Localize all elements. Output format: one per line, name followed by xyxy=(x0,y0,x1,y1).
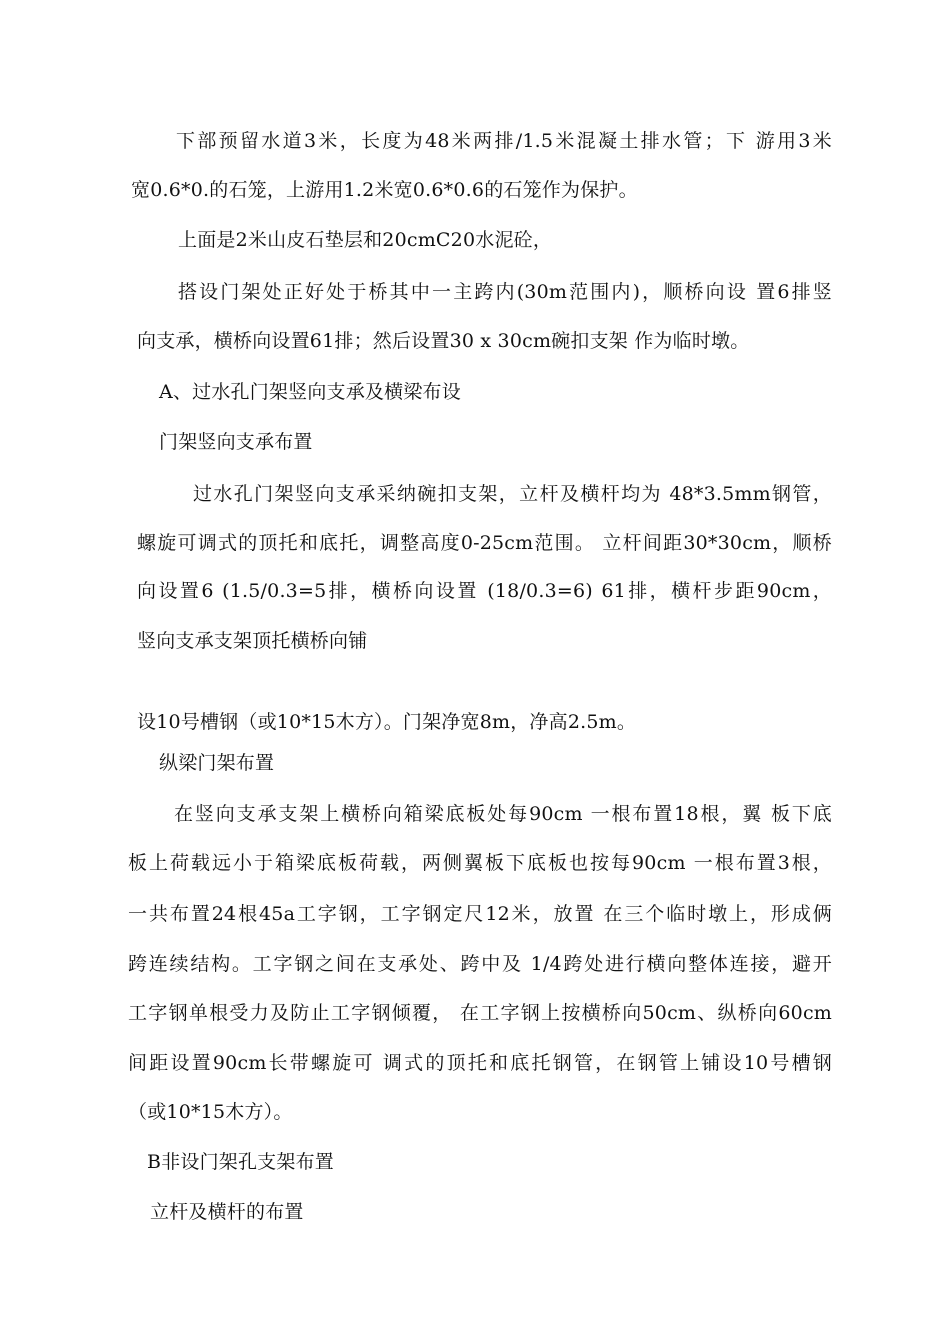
paragraph-line: 上面是2米山皮石垫层和20cmC20水泥砼， xyxy=(178,229,553,251)
paragraph-line: 板上荷载远小于箱梁底板荷载，两侧翼板下底板也按每90cm 一根布置3根， xyxy=(128,852,832,874)
paragraph-line: 宽0.6*0.的石笼，上游用1.2米宽0.6*0.6的石笼作为保护。 xyxy=(131,179,638,201)
paragraph-line: 向设置6 (1.5/0.3=5排，横桥向设置 (18/0.3=6) 61排，横杆步距90cm， xyxy=(137,580,832,602)
paragraph-line: 一共布置24根45a工字钢，工字钢定尺12米，放置 在三个临时墩上，形成俩 xyxy=(128,903,832,925)
subheading: 纵梁门架布置 xyxy=(159,752,275,774)
paragraph-line: 工字钢单根受力及防止工字钢倾覆， 在工字钢上按横桥向50cm、纵桥向60cm xyxy=(128,1002,832,1024)
paragraph-line: （或10*15木方）。 xyxy=(128,1101,293,1123)
paragraph-line: 设10号槽钢（或10*15木方）。门架净宽8m，净高2.5m。 xyxy=(137,711,637,733)
subheading: 门架竖向支承布置 xyxy=(159,431,313,453)
paragraph-line: 在竖向支承支架上横桥向箱梁底板处每90cm 一根布置18根，翼 板下底 xyxy=(174,803,832,825)
paragraph-line: 搭设门架处正好处于桥其中一主跨内(30m范围内)，顺桥向设 置6排竖 xyxy=(178,281,832,303)
paragraph-line: 竖向支承支架顶托横桥向铺 xyxy=(137,630,368,652)
section-heading-b: B非设门架孔支架布置 xyxy=(147,1151,334,1173)
paragraph-line: 螺旋可调式的顶托和底托，调整高度0-25cm范围。 立杆间距30*30cm，顺桥 xyxy=(137,532,832,554)
paragraph-line: 跨连续结构。工字钢之间在支承处、跨中及 1/4跨处进行横向整体连接，避开 xyxy=(128,953,832,975)
paragraph-line: 下部预留水道3米，长度为48米两排/1.5米混凝土排水管；下 游用3米 xyxy=(176,130,832,152)
paragraph-line: 过水孔门架竖向支承采纳碗扣支架，立杆及横杆均为 48*3.5mm钢管， xyxy=(193,483,832,505)
subheading: 立杆及横杆的布置 xyxy=(150,1201,304,1223)
paragraph-line: 间距设置90cm长带螺旋可 调式的顶托和底托钢管，在钢管上铺设10号槽钢 xyxy=(128,1052,832,1074)
paragraph-line: 向支承，横桥向设置61排；然后设置30 x 30cm碗扣支架 作为临时墩。 xyxy=(137,330,750,352)
section-heading-a: A、过水孔门架竖向支承及横梁布设 xyxy=(159,381,461,403)
